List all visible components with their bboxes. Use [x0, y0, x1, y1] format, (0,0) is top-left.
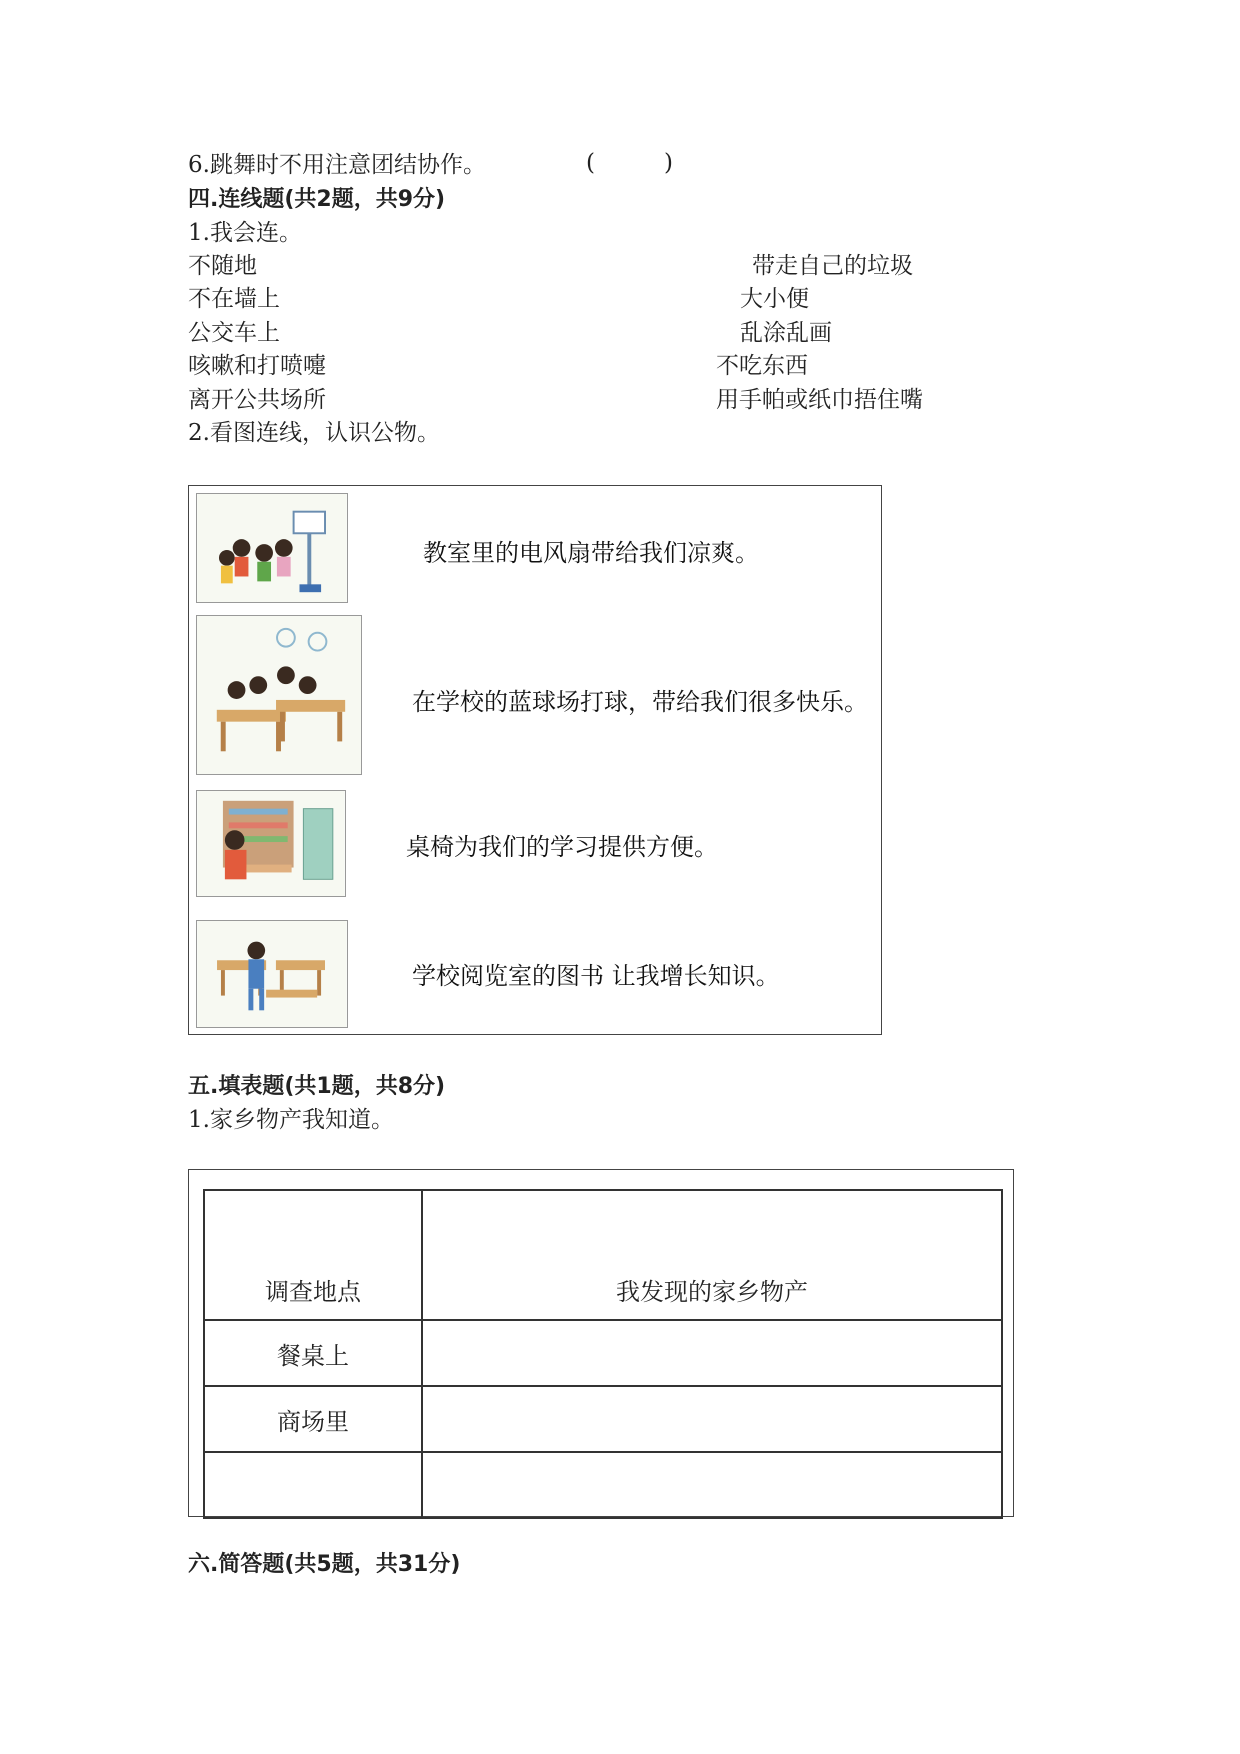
true-false-item-6: 6.跳舞时不用注意团结协作。	[188, 152, 486, 178]
classroom-fan-illustration	[196, 615, 362, 775]
picture-caption: 教室里的电风扇带给我们凉爽。	[423, 539, 759, 567]
table-row	[204, 1452, 1002, 1518]
products-table	[203, 1189, 1003, 1519]
answer-paren-close: )	[664, 150, 673, 176]
picture-caption: 学校阅览室的图书 让我增长知识。	[412, 962, 780, 990]
basketball-court-illustration	[196, 493, 348, 603]
match-left-item: 咳嗽和打喷嚏	[188, 353, 326, 379]
table-cell[interactable]	[204, 1452, 422, 1518]
match-right-item: 用手帕或纸巾捂住嘴	[716, 387, 923, 413]
picture-caption: 在学校的蓝球场打球，带给我们很多快乐。	[412, 688, 868, 716]
table-row	[204, 1386, 1002, 1452]
answer-paren-open: (	[586, 150, 595, 176]
matching-q1-prompt: 1.我会连。	[188, 220, 302, 246]
table-cell: 餐桌上	[204, 1320, 422, 1386]
table-cell: 商场里	[204, 1386, 422, 1452]
fill-table-prompt: 1.家乡物产我知道。	[188, 1107, 394, 1133]
table-header-cell: 调查地点	[204, 1190, 422, 1320]
matching-q2-prompt: 2.看图连线，认识公物。	[188, 420, 440, 446]
match-right-item: 带走自己的垃圾	[752, 253, 913, 279]
match-left-item: 不在墙上	[188, 286, 280, 312]
match-right-item: 不吃东西	[716, 353, 808, 379]
section-5-heading: 五.填表题(共1题，共8分)	[188, 1074, 446, 1099]
match-left-item: 公交车上	[188, 320, 280, 346]
table-header-row	[204, 1190, 1002, 1320]
section-4-heading: 四.连线题(共2题，共9分)	[188, 187, 446, 212]
match-left-item: 不随地	[188, 253, 257, 279]
section-6-heading: 六.简答题(共5题，共31分)	[188, 1552, 461, 1577]
table-header-cell: 我发现的家乡物产	[422, 1190, 1002, 1320]
table-row	[204, 1320, 1002, 1386]
match-right-item: 乱涂乱画	[740, 320, 832, 346]
library-reading-illustration	[196, 790, 346, 897]
answer-cell[interactable]	[422, 1320, 1002, 1386]
desks-chairs-illustration	[196, 920, 348, 1028]
answer-cell[interactable]	[422, 1452, 1002, 1518]
picture-caption: 桌椅为我们的学习提供方便。	[406, 833, 718, 861]
answer-cell[interactable]	[422, 1386, 1002, 1452]
match-left-item: 离开公共场所	[188, 387, 326, 413]
match-right-item: 大小便	[740, 286, 809, 312]
